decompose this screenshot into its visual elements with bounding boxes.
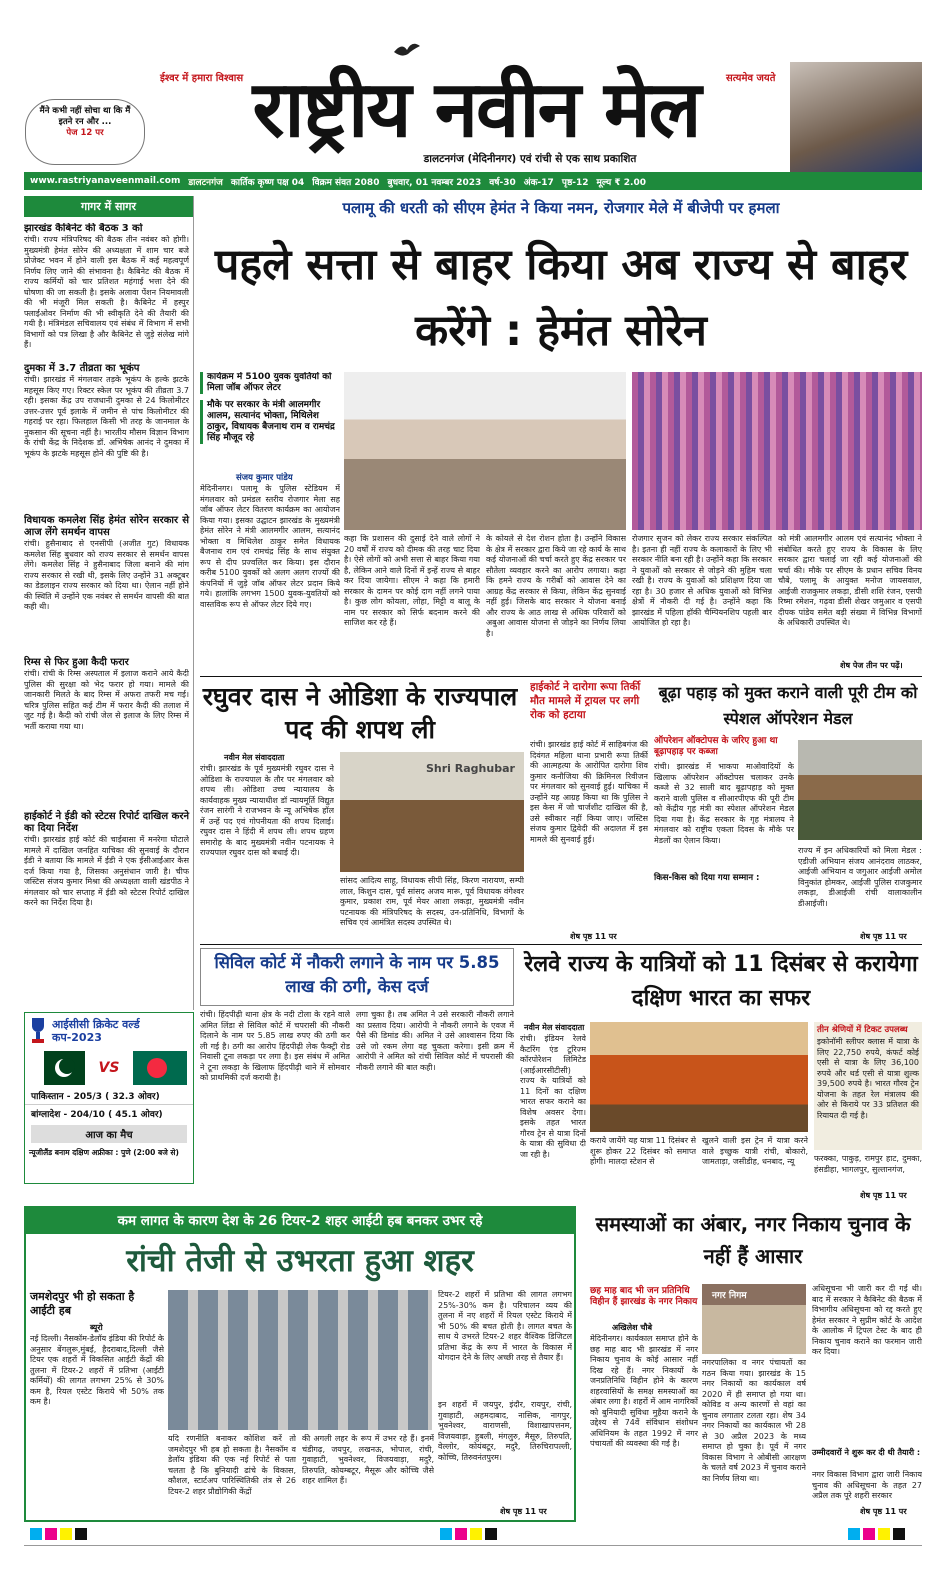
ranchi-body: की अगली लहर के रूप में उभर रहे हैं। इनमें चंडीगढ़, जयपुर, लखनऊ, भोपाल, रांची, गुवाहाटी, भुवनेश्वर, विजयवाड़ा, मदुरै, तिरुपति, कोयम्बटूर, मैसूरू और कोच्चि जैसे शहर शामिल हैं। — [302, 1434, 434, 1485]
railway-headline: रेलवे राज्य के यात्रियों को 11 दिसंबर से करायेगा दक्षिण भारत का सफर — [524, 952, 918, 1011]
railway-box-body: इकोनॉमी स्लीपर क्लास में यात्रा के लिए 22,750 रुपये, कंफर्ट कोई एसी से यात्रा के लिए 36,100 रुपये और थर्ड एसी से यात्रा शुल्क 39,500 रुपये है। भारत गौरव ट्रेन योजना के तहत रेल मंत्रालय की ओर से किराये पर 33 प्रतिशत की रियायत दी गई है। — [817, 1037, 919, 1120]
lead-bullet: मौके पर सरकार के मंत्री आलमगीर आलम, सत्यानंद भोक्ता, मिथिलेश ठाकुर, विधायक बैजनाथ राम व रामचंद्र सिंह मौजूद रहे — [200, 400, 340, 444]
cricket-box — [24, 1012, 194, 1184]
trophy-icon — [28, 1016, 48, 1046]
budha-body: रांची। झारखंड में भाकपा माओवादियों के खिलाफ ऑपरेशन ऑक्टोपस चलाकर उनके कब्जे से 32 साली बाद बूढ़ापहाड़ को मुक्त कराने वाली पुलिस व सीआरपीएफ की पूरी टीम को केंद्रीय गृह मंत्री का स्पेशल ऑपरेशन मेडल दिया गया है। केंद्र सरकार के गृह मंत्रालय ने मंगलवार को राष्ट्रीय एकता दिवस के मौके पर मेडलों का ऐलान किया। — [654, 762, 794, 845]
cricket-title: आईसीसी क्रिकेट वर्ल्ड कप-2023 — [52, 1018, 140, 1044]
railway-body: खुलने वाली इस ट्रेन में यात्रा करने वाले इच्छुक यात्री रांची, बोकारो, जामताड़ा, जसीडीह, धनबाद, न्यू — [702, 1136, 808, 1166]
raghuvar-body: रांची। झारखंड के पूर्व मुख्यमंत्री रघुवर दास ने ओडिशा के राज्यपाल के तौर पर मंगलवार को शपथ ली। ओडिशा उच्च न्यायालय के कार्यवाहक मुख्य न्यायाधीश डॉ न्यायमूर्ति विद्युत रंजन सारंगी ने राजभवन के न्यू अभिषेक हॉल में उन्हें पद एवं गोपनीयता की शपथ दिलाई। रघुवर दास ने हिंदी में शपथ ली। शपथ ग्रहण समारोह के बाद मुख्यमंत्री नवीन पटनायक ने राज्यपाल रघुवर दास को बधाई दी। — [200, 764, 334, 857]
lead-body: रोजगार सृजन को लेकर राज्य सरकार संकल्पित है। इतना ही नहीं राज्य के कलाकारों के लिए भी सरकार नीति बना रही है। उन्होंने कहा कि सरकार ने युवाओं को सरकार से जोड़ने की मुहिम चला रखी है। राज्य के युवाओं को प्रशिक्षण दिया जा रहा है। 30 हजार से अधिक युवाओं को विभिन्न क्षेत्रों में नौकरी दी गई है। उन्होंने कहा कि झारखंड में पहिला हॉकी चैम्पियनशिप पहली बार आयोजित हो रहा है। — [632, 534, 772, 627]
today-match: न्यूजीलैंड बनाम दक्षिण अफ्रीका : पुणे (2:00 बजे से) — [29, 1148, 179, 1157]
budha-body: राज्य में इन अधिकारियों को मिला मेडल : एडीजी अभियान संजय आनंदराव लाठकर, आईजी अभियान व जगुआर आईजी अमोल विनुकांत होमकर, आईजी पुलिस राजकुमार लकड़ा, डीआईजी रांची वालाकालीन डीआईजी। — [798, 846, 922, 908]
dateline-item: पृष्ठ-12 — [561, 177, 589, 188]
lead-byline: संजय कुमार पांडेय — [236, 473, 293, 483]
color-bar-left — [30, 1528, 87, 1540]
ranchi-sub: जमशेदपुर भी हो सकता है आईटी हब — [30, 1290, 135, 1317]
lead-jump: शेष पेज तीन पर पढ़ें। — [840, 661, 903, 670]
brief-title: दुमका में 3.7 तीव्रता का भूकंप — [24, 363, 140, 374]
railway-box — [814, 1022, 922, 1150]
railway-box-title: तीन श्रेणियों में टिकट उपलब्ध — [817, 1025, 908, 1035]
raghuvar-byline: नवीन मेल संवाददाता — [224, 753, 285, 762]
lead-body: मेदिनीनगर। पलामू के पुलिस स्टेडियम में मंगलवार को प्रमंडल स्तरीय रोजगार मेला सह जॉब ऑफर लेटर वितरण कार्यक्रम का आयोजन किया गया। इसका उद्घाटन झारखंड के मुख्यमंत्री हेमंत सोरेन ने मंत्री आलमगीर आलम, सत्यानंद भोक्ता व मिथिलेश ठाकुर समेत विधायक बैजनाथ राम एवं रामचंद्र सिंह के साथ संयुक्त रूप से दीप प्रज्वलित कर किया। इस दौरान करीब 5100 युवकों को अलग अलग राज्यों की कंपनियों में जुड़े जॉब ऑफर लेटर प्रदान किये गये। हालांकि लगभग 1500 युवक-युवतियों को वास्तविक रूप से ऑफर लेटर दिये गए। — [200, 484, 340, 609]
dateline-item: कार्तिक कृष्ण पक्ष 04 — [230, 177, 305, 188]
brief-item — [24, 223, 193, 977]
masthead-subtitle: डालटनगंज (मेदिनीनगर) एवं रांची से एक साथ प्रकाशित — [423, 153, 637, 165]
brief-body: रांची। झारखंड में मंगलवार तड़के भूकंप के हल्के झटके महसूस किए गए। रिक्टर स्केल पर भूकंप की तीव्रता 3.7 रही। इसका केंद्र उप राजधानी दुमका से 24 किलोमीटर उत्तर-उत्तर पूर्व इलाके में जमीन से पांच किलोमीटर की गहराई पर रहा। फिलहाल किसी भी तरह के जानमाल के नुकसान की सूचना नहीं है। भारतीय मौसम विज्ञान विभाग के रांची केंद्र के निदेशक डॉ. अभिषेक आनंद ने दुमका में भूकंप के झटके महसूस होने की पुष्टि की है। — [24, 375, 189, 458]
color-bar-right — [848, 1528, 905, 1540]
ear-left — [25, 99, 145, 165]
railway-photo-train — [590, 1022, 808, 1132]
lead-photo-crowd — [632, 372, 922, 530]
railway-body: रांची। इंडियन रेलवे कैटरिंग एंड टूरिज्म कॉरपोरेशन लिमिटेड (आईआरसीटीसी) राज्य के यात्रियों को 11 दिनों का दक्षिण भारत सफर कराने का विशेष अवसर देगा। इसके तहत भारत गौरव ट्रेन से यात्रा दिनों के यात्रा की सुविधा दी जा रही है। — [520, 1034, 586, 1159]
brief-title: झारखंड कैबिनेट की बैठक 3 को — [24, 223, 143, 234]
nagar-headline: समस्याओं का अंबार, नगर निकाय चुनाव के नहीं हैं आसार — [595, 1212, 911, 1268]
dateline-item: वर्ष-30 — [489, 177, 516, 188]
lead-body: के कोयले से देश रोशन होता है। उन्होंने विकास के क्षेत्र में सरकार द्वारा किये जा रहे कार्य के साथ कई योजनाओं की चर्चा करते हुए केंद्र सरकार पर सौतेला व्यवहार करने का आरोप लगाया। कहा कि हमने राज्य के गरीबों को आवास देने का आग्रह केंद्र सरकार से किया, लेकिन केंद्र सुनवाई नहीं हुई। जिसके बाद सरकार ने योजना बनाई और राज्य के आठ लाख से अधिक परिवारों को अबुआ आवास योजना से जोड़ने का निर्णय लिया है। — [486, 534, 626, 638]
ranchi-body: नई दिल्ली। नैसकॉम-डेलॉय इंडिया की रिपोर्ट के अनुसार बेंगलुरू,मुंबई, हैदराबाद,दिल्ली जैसे टियर एक शहरों में विकसित आईटी केंद्रों की तुलना में टियर-2 शहरों में प्रतिभा (आईटी कर्मियों) की लागत लगभग 25% से 30% कम है, रियल एस्टेट किराये भी 50% तक कम है। — [30, 1334, 164, 1406]
ear-quote: मैंने कभी नहीं सोचा था कि मैं इतने रन और ... — [39, 106, 131, 127]
brief-body: रांची। हुसैनाबाद से एनसीपी (अजीत गुट) विधायक कमलेश सिंह बुधवार को राज्य सरकार से समर्थन वापस लेंगे। कमलेश सिंह ने हुसैनाबाद जिला बनाने की मांग राज्य सरकार से रखी थी, इसके लिए उन्होंने 31 अक्टूबर का डेडलाइन राज्य सरकार को दिया था। ऐलान नहीं होने की स्थिति में उन्होंने एक नवंबर से समर्थन वापसी की बात कही थी। — [24, 539, 189, 611]
nagar-body: नगर विकास विभाग द्वारा जारी निकाय चुनाव की अधिसूचना के तहत 27 अप्रैल तक पूरे शहरी सरकार — [812, 1470, 922, 1500]
nagar-photo-office — [702, 1284, 806, 1354]
score-bangladesh: बांग्लादेश - 204/10 ( 45.1 ओवर) — [25, 1104, 193, 1122]
dateline-item: विक्रम संवत 2080 — [312, 177, 380, 188]
sidebar-header: गागर में सागर — [24, 196, 193, 217]
raghuvar-headline: रघुवर दास ने ओडिशा के राज्यपाल पद की शपथ ली — [202, 682, 518, 744]
bird-icon — [392, 40, 422, 62]
hc-jump: शेष पृष्ठ 11 पर — [570, 932, 617, 941]
lead-body: कहा कि प्रशासन की दुसाई देने वाले लोगों ने 20 वर्षों में राज्य को दीमक की तरह चाट दिया है। ऐसे लोगों को अभी सत्ता से बाहर किया गया है, लेकिन आने वाले दिनों में इन्हें राज्य से बाहर कर दिया जायेगा। सीएम ने कहा कि हमारी सरकार के दामन पर कोई दाग नहीं लगने पाया है। कुछ लोग कोयला, लोहा, मिट्टी व बालू के नाम पर सरकार को सिर्फ बदनाम करने की साजिश कर रहे हैं। — [344, 534, 480, 627]
railway-jump: शेष पृष्ठ 11 पर — [860, 1191, 907, 1200]
budha-sub2: किस-किस को दिया गया सम्मान : — [654, 873, 760, 883]
railway-body: कराये जायेंगे यह यात्रा 11 दिसंबर से शुरू होकर 22 दिसंबर को समाप्त होगी। मालदा स्टेशन से — [590, 1136, 696, 1166]
tagline-right: सत्यमेव जयते — [726, 73, 776, 84]
hc-headline: हाईकोर्ट ने दारोगा रूपा तिर्की मौत मामले में ट्रायल पर लगी रोक को हटाया — [530, 681, 641, 721]
raghuvar-body: सांसद आदित्य साहू, विधायक सीपी सिंह, किरण नारायण, सम्पी लाल, किशुन दास, पूर्व सांसद अजय मारू, पूर्व विधायक वंगेश्वर कुमार, प्रकाश राम, पूर्व मेयर आशा लकड़ा, मुख्यमंत्री नवीन पटनायक की मंत्रिपरिषद के सदस्य, उन-प्रतिनिधि, विभागों के सचिव एवं आमंत्रित सदस्य उपस्थित थे। — [340, 876, 524, 927]
railway-byline: नवीन मेल संवाददाता — [524, 1023, 585, 1032]
dateline-city: डालटनगंज — [188, 177, 223, 188]
lead-bullet: कार्यक्रम में 5100 युवक युवतियों को मिला जॉब ऑफर लेटर — [200, 372, 340, 394]
ranchi-body: इन शहरों में जयपुर, इंदौर, रायपुर, रांची, गुवाहाटी, अहमदाबाद, नासिक, नागपुर, भुवनेश्वर, वाराणसी, विशाखापत्तनम, विजयवाड़ा, हुबली, मंगलुरु, मैसूरु, तिरुपति, वेल्लोर, कोयंबटूर, मदुरै, तिरुचिरापल्ली, कोच्चि, तिरुवनंतपुरम। — [438, 1400, 572, 1462]
nagar-byline: अखिलेश चौबे — [612, 1323, 653, 1332]
lead-photo-dignitaries — [344, 372, 626, 530]
brief-title: विधायक कमलेश सिंह हेमंत सोरेन सरकार से आज लेंगे समर्थन वापस — [24, 515, 189, 538]
dateline-date: बुधवार, 01 नवम्बर 2023 — [387, 177, 482, 188]
ear-page: पेज 12 पर — [66, 128, 104, 138]
ear-right-photo — [790, 62, 922, 172]
brief-body: रांची। झारखंड हाई कोर्ट की चाईबासा में मनरेगा घोटाले मामले में दाखिल जनहित याचिका की सुनवाई के दौरान ईडी ने बताया कि मामले में ईडी ने एक ईसीआईआर केस दर्ज किया गया है, जिसका अनुसंधान जारी है। चीफ जस्टिस संजय कुमार मिश्रा की अध्यक्षता वाली खंडपीठ ने मंगलवार को चार सप्ताह में ईडी को स्टेटस रिपोर्ट दाखिल करने का निर्देश दिया है। — [24, 835, 189, 907]
ranchi-photo-office — [168, 1290, 432, 1430]
budha-headline: बूढ़ा पहाड़ को मुक्त कराने वाली पूरी टीम को स्पेशल ऑपरेशन मेडल — [658, 683, 918, 728]
dateline-item: अंक-17 — [523, 177, 554, 188]
score-pakistan: पाकिस्तान - 205/3 ( 32.3 ओवर) — [31, 1092, 160, 1102]
nagar-body: अधिसूचना भी जारी कर दी गई थी। बाद में सरकार ने कैबिनेट की बैठक में विभागीय अधिसूचना को रद्द करते हुए हेमंत सरकार ने सुप्रीम कोर्ट के आदेश के आलोक में ट्रिपल टेस्ट के बाद ही निकाय चुनाव कराने का फरमान जारी कर दिया। — [812, 1284, 922, 1356]
ranchi-headline: रांची तेजी से उभरता हुआ शहर — [126, 1243, 474, 1279]
photo-sign-text: नगर निगम — [712, 1291, 747, 1301]
budha-photo-officer — [798, 740, 922, 840]
photo-banner-text: Shri Raghubar — [426, 762, 515, 775]
ranchi-body: टियर-2 शहरों में प्रतिभा की लागत लगभग 25%-30% कम है। परिचालन व्यय की तुलना में नए शहरों में रियल एस्टेट किराये में भी 50% की बचत होती है। लागत बचत के साथ ये उभरते टियर-2 शहर वैश्विक डिजिटल प्रतिभा केंद्र के रूप में भारत के विकास में योगदान देने के लिए अच्छी तरह से तैयार हैं। — [438, 1290, 572, 1362]
civil-body: रांची। हिंदपीढ़ी थाना क्षेत्र के नदी टोला के रहने वाले अमित लिंडा से सिविल कोर्ट में चपरासी की नौकरी दिलाने के नाम पर 5.85 लाख रुपए की ठगी कर ली गई है। ठगी का आरोप हिंदपीढ़ी लेक फैक्ट्री रोड निवासी टूना लकड़ा पर लगा है। इस संबंध में अमित ने टूना लकड़ा के खिलाफ हिंदपीढ़ी थाने में सोमवार को प्राथमिकी दर्ज करायी है। — [200, 1010, 350, 1082]
divider — [200, 676, 922, 677]
brief-title: रिम्स से फिर हुआ कैदी फरार — [24, 657, 129, 668]
raghuvar-photo — [340, 752, 524, 872]
tagline-left: ईश्वर में हमारा विश्वास — [160, 73, 244, 84]
today-match-label: आज का मैच — [31, 1125, 187, 1143]
ranchi-jump: शेष पृष्ठ 11 पर — [500, 1507, 547, 1516]
civil-headline: सिविल कोर्ट में नौकरी लगाने के नाम पर 5.85 लाख की ठगी, केस दर्ज — [214, 953, 500, 996]
masthead-title: राष्ट्रीय नवीन मेल — [252, 64, 700, 155]
nagar-body: मेदिनीनगर। कार्यकाल समाप्त होने के छह माह बाद भी झारखंड में नगर निकाय चुनाव के कोई आसार नहीं दिख रहे हैं। नगर निकायों के जनप्रतिनिधि विहीन होने के कारण शहरवासियों के समक्ष समस्याओं का अंबार लगा है। शहरों में आम नागरिकों को बुनियादी सुविधा मुहैया कराने के उद्देश्य से 74वें संविधान संशोधन अधिनियम के तहत 1992 में नगर पंचायतों की व्यवस्था की गई है। — [590, 1334, 698, 1448]
vs-label: VS — [98, 1060, 120, 1076]
dateline-price: मूल्य ₹ 2.00 — [596, 177, 646, 188]
ranchi-body: यदि रणनीति बनाकर कोशिश करें तो जमशेदपुर भी हब हो सकता है। नैसकॉम व डेलॉय इंडिया की एक नई रिपोर्ट से पता चलता है कि बुनियादी ढांचे के विकास, कौशल, स्टार्टअप पारिस्थितिकी तंत्र से 26 टियर-2 शहर प्रौद्योगिकी केंद्रों — [168, 1434, 296, 1496]
nagar-sub2: उम्मीदवारों ने शुरू कर दी थी तैयारी : — [812, 1448, 921, 1457]
lead-body: को मंत्री आलमगीर आलम एवं सत्यानंद भोक्ता ने संबोधित करते हुए राज्य के विकास के लिए सरकार द्वारा चलाई जा रही कई योजनाओं की चर्चा की। मौके पर सीएम के प्रधान सचिव विनय चौबे, पलामू के आयुक्त मनोज जायसवाल, आईजी राजकुमार लकड़ा, डीसी शशि रंजन, एसपी रिष्मा रमेशन, गढ़वा डीसी शेखर जमुआर व एसपी दीपक पांडेय समेत बड़ी संख्या में विभिन्न विभागों के अधिकारी उपस्थित थे। — [778, 534, 922, 627]
bangladesh-flag-icon — [133, 1051, 187, 1085]
civil-body: लगा चुका है। तब अमित ने उसे सरकारी नौकरी लगाने का प्रस्ताव दिया। आरोपी ने नौकरी लगाने के एवज में पैसे की डिमांड की। अमित ने उसे आश्वासन दिया कि उसे जो रकम लेगा वह चुकता करेगा। इसी क्रम में आरोपी ने अमित को रांची सिविल कोर्ट में चपरासी की नौकरी लगाने की बात कही। — [356, 1010, 514, 1072]
footer-rule — [24, 1545, 922, 1546]
lead-bullets — [200, 372, 340, 472]
lead-kicker: पलामू की धरती को सीएम हेमंत ने किया नमन, रोजगार मेले में बीजेपी पर हमला — [342, 199, 780, 217]
brief-body: रांची। राज्य मंत्रिपरिषद की बैठक तीन नवंबर को होगी। मुख्यमंत्री हेमंत सोरेन की अध्यक्षता में शाम चार बजे प्रोजेक्ट भवन में होने वाली इस बैठक में कई महत्वपूर्ण निर्णय लिए जाने की संभावना है। कैबिनेट की बैठक में राज्य कर्मियों को चार प्रतिशत महंगाई भत्ता देने की घोषणा की जा सकती है। इसके अलावा पेंशन नियमावली की भी मंजूरी मिल सकती है। कैबिनेट में हस्पुर फ्लाईओवर निर्माण की भी स्वीकृति देने की तैयारी की गयी है। मंत्रिमंडल सचिवालय एवं संबंध में विभाग में सभी विभागों को पत्र लिखा है और कैबिनेट से जुड़े संलेख मांगे हैं। — [24, 235, 189, 349]
brief-title: हाईकोर्ट ने ईडी को स्टेटस रिपोर्ट दाखिल करने का दिया निर्देश — [24, 811, 189, 834]
budha-sub: ऑपरेशन ऑक्टोपस के जरिए हुआ था बूढ़ापहाड़ पर कब्जा — [654, 736, 778, 757]
hc-body: रांची। झारखंड हाई कोर्ट में साहिबगंज की दिवंगत महिला थाना प्रभारी रूपा तिर्की की आत्महत्या के आरोपित दारोगा शिव कुमार कनौजिया की क्रिमिनल रिवीजन पर मंगलवार को सुनवाई हुई। याचिका में उन्होंने यह आग्रह किया था कि पुलिस ने इस केस में जो चार्जशीट दाखिल की है, उसे स्वीकार नहीं किया जाए। जस्टिस संजय कुमार द्विवेदी की अदालत में इस मामले की सुनवाई हुई। — [530, 740, 648, 844]
color-bar-center — [440, 1528, 497, 1540]
pakistan-flag-icon — [31, 1051, 85, 1085]
ranchi-kicker: कम लागत के कारण देश के 26 टियर-2 शहर आईटी हब बनकर उभर रहे — [26, 1208, 574, 1234]
dateline-bar — [24, 172, 922, 190]
site-url[interactable]: www.rastriyanaveenmail.com — [30, 176, 181, 186]
budha-jump: शेष पृष्ठ 11 पर — [860, 932, 907, 941]
lead-headline: पहले सत्ता से बाहर किया अब राज्य से बाहर करेंगे : हेमंत सोरेन — [214, 240, 908, 356]
railway-body: फरक्का, पाकुड़, रामपुर हाट, दुमका, हंसडीहा, भागलपुर, सुल्तानगंज, — [814, 1154, 922, 1174]
nagar-body: नगरपालिका व नगर पंचायतों का गठन किया गया। झारखंड के 15 नगर निकायों का कार्यकाल वर्ष 2020 में ही समाप्त हो गया था। कोविड व अन्य कारणों से वहां का चुनाव लगातार टलता रहा। शेष 34 नगर निकायों का कार्यकाल भी 28 से 30 अप्रैल 2023 के मध्य समाप्त हो चुका है। पूर्व में नगर विकास विभाग ने ओबीसी आरक्षण के चलते वर्ष 2023 में चुनाव कराने का निर्णय लिया था। — [702, 1358, 806, 1483]
nagar-sub: छह माह बाद भी जन प्रतिनिधि विहीन हैं झारखंड के नगर निकाय — [590, 1286, 698, 1307]
brief-body: रांची। रांची के रिम्स अस्पताल में इलाज कराने आये कैदी पुलिस की सुरक्षा को भेद फरार हो गया। मामले की जानकारी मिलते के बाद रिम्स में अफरा तफरी मच गई। चरित्र पुलिस सहित कई टीम में फरार कैदी की तलाश में जुट गई है। कैदी को रांची जेल से इलाज के लिए रिम्स में भर्ती कराया गया था। — [24, 669, 189, 731]
ranchi-byline: ब्यूरो — [90, 1323, 103, 1332]
civil-headline-box — [200, 948, 514, 1006]
sidebar — [24, 196, 194, 1010]
divider — [200, 944, 922, 945]
nagar-jump: शेष पृष्ठ 11 पर — [860, 1507, 907, 1516]
